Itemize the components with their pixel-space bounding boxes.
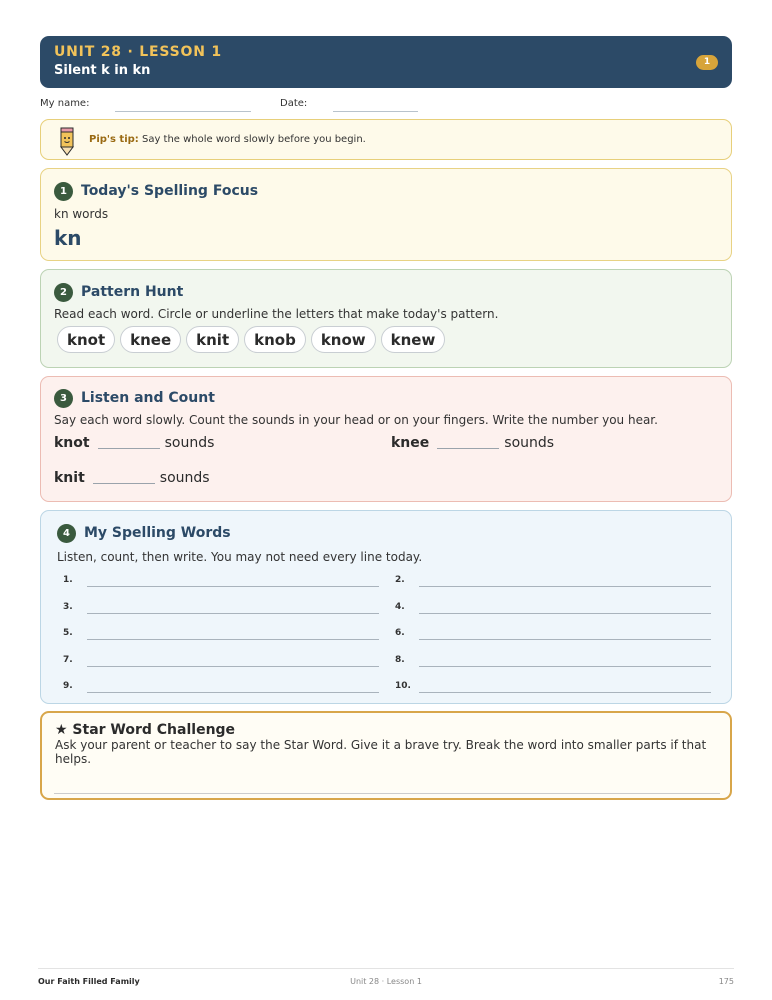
hunt-instruction: Read each word. Circle or underline the letters that make today's pattern. — [54, 307, 499, 321]
section-title: Pattern Hunt — [81, 284, 184, 300]
count-item — [54, 435, 214, 453]
page-footer — [38, 968, 734, 992]
write-line[interactable] — [419, 639, 711, 640]
line-number: 4. — [395, 602, 405, 612]
spelling-line — [395, 681, 713, 695]
line-number: 2. — [395, 575, 405, 585]
count-answer-line[interactable] — [437, 448, 499, 449]
spelling-line — [395, 655, 713, 669]
tip-text — [89, 134, 366, 145]
word-chip[interactable]: knit — [186, 326, 239, 353]
line-number: 9. — [63, 681, 73, 691]
unit-lesson-title: UNIT 28 · LESSON 1 — [54, 44, 222, 60]
tip-label: Pip's tip: — [89, 134, 139, 145]
spelling-line — [63, 602, 381, 616]
count-item — [391, 435, 554, 453]
write-line[interactable] — [87, 639, 379, 640]
line-number: 5. — [63, 628, 73, 638]
section-number-badge: 1 — [54, 182, 73, 201]
star-instruction: Ask your parent or teacher to say the Star Word. Give it a brave try. Break the word into smaller parts if that helps. — [55, 738, 707, 766]
count-answer-line[interactable] — [98, 448, 160, 449]
write-line[interactable] — [87, 692, 379, 693]
count-suffix: sounds — [504, 435, 555, 451]
footer-brand: Our Faith Filled Family — [38, 977, 140, 986]
line-number: 6. — [395, 628, 405, 638]
spelling-line — [63, 655, 381, 669]
spelling-line — [395, 602, 713, 616]
count-word: knee — [391, 435, 430, 451]
star-title: ★ Star Word Challenge — [55, 722, 236, 738]
word-chip[interactable]: knew — [381, 326, 446, 353]
write-line[interactable] — [87, 613, 379, 614]
name-label: My name: — [40, 98, 90, 109]
line-number: 8. — [395, 655, 405, 665]
section-title: Today's Spelling Focus — [81, 183, 259, 199]
lesson-badge: 1 — [696, 55, 718, 70]
count-instruction: Say each word slowly. Count the sounds in your head or on your fingers. Write the number you hear. — [54, 413, 658, 427]
name-field-line[interactable] — [115, 111, 251, 112]
write-line[interactable] — [419, 586, 711, 587]
tip-box — [40, 119, 732, 160]
write-line[interactable] — [87, 666, 379, 667]
listen-count-section — [40, 376, 732, 502]
spelling-line — [395, 575, 713, 589]
word-chip-list — [57, 326, 718, 353]
line-number: 1. — [63, 575, 73, 585]
tip-body: Say the whole word slowly before you begin. — [141, 134, 366, 145]
spelling-line — [63, 575, 381, 589]
spelling-line — [395, 628, 713, 642]
page-number: 175 — [718, 977, 734, 986]
star-word-challenge — [40, 711, 732, 800]
write-line[interactable] — [419, 613, 711, 614]
star-answer-line[interactable] — [54, 793, 720, 794]
count-suffix: sounds — [164, 435, 215, 451]
spelling-line — [63, 681, 381, 695]
count-suffix: sounds — [159, 470, 210, 486]
pencil-mascot-icon — [58, 126, 76, 156]
write-line[interactable] — [87, 586, 379, 587]
section-title: My Spelling Words — [84, 525, 231, 541]
lesson-header — [40, 36, 732, 88]
word-chip[interactable]: knot — [57, 326, 115, 353]
date-field-line[interactable] — [333, 111, 418, 112]
focus-description: kn words — [54, 207, 109, 221]
word-chip[interactable]: knob — [244, 326, 306, 353]
section-number-badge: 2 — [54, 283, 73, 302]
spelling-focus-section — [40, 168, 732, 261]
section-number-badge: 3 — [54, 389, 73, 408]
lesson-subtitle: Silent k in kn — [54, 63, 151, 78]
write-line[interactable] — [419, 692, 711, 693]
focus-pattern: kn — [54, 226, 82, 250]
word-chip[interactable]: know — [311, 326, 376, 353]
name-date-row — [40, 98, 732, 114]
count-word: knit — [54, 470, 85, 486]
pattern-hunt-section — [40, 269, 732, 368]
count-answer-line[interactable] — [93, 483, 155, 484]
footer-unit: Unit 28 · Lesson 1 — [350, 977, 422, 986]
section-number-badge: 4 — [57, 524, 76, 543]
spelling-words-section — [40, 510, 732, 704]
spelling-instruction: Listen, count, then write. You may not need every line today. — [57, 550, 423, 564]
count-item — [54, 470, 210, 488]
word-chip[interactable]: knee — [120, 326, 181, 353]
write-line[interactable] — [419, 666, 711, 667]
section-title: Listen and Count — [81, 390, 215, 406]
spelling-line — [63, 628, 381, 642]
line-number: 3. — [63, 602, 73, 612]
line-number: 7. — [63, 655, 73, 665]
count-word: knot — [54, 435, 90, 451]
line-number: 10. — [395, 681, 411, 691]
date-label: Date: — [280, 98, 308, 109]
